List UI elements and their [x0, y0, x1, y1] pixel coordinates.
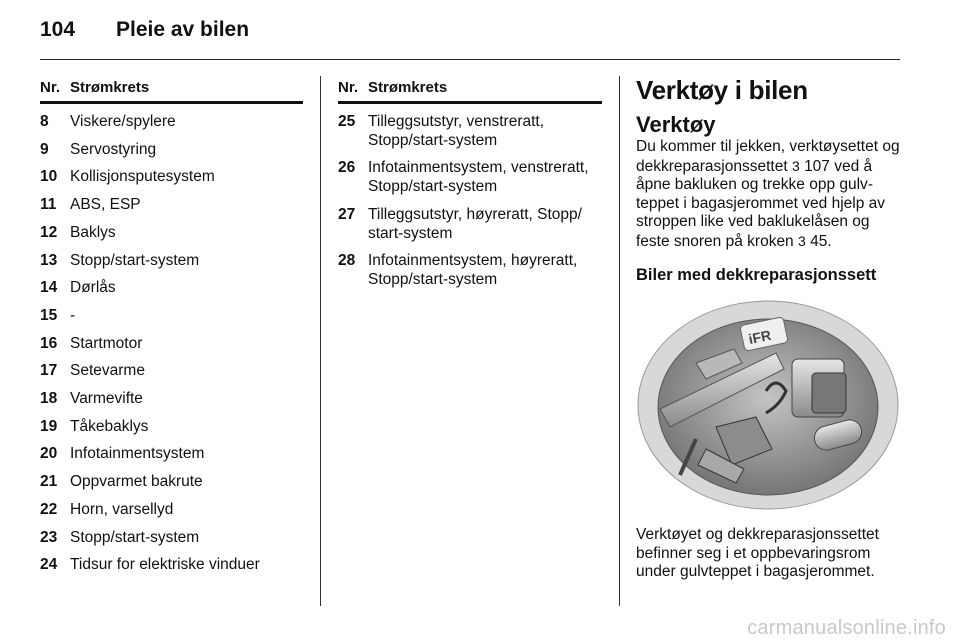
table-row: [40, 168, 303, 187]
fuse-table-left: [40, 74, 303, 575]
fuse-number: 20: [40, 445, 58, 463]
tools-section: [636, 74, 904, 582]
fuse-number: 11: [40, 196, 57, 214]
subheading: Biler med dekkreparasjonssett: [636, 266, 877, 284]
circuit-name: ABS, ESP: [70, 196, 141, 214]
circuit-name: Tidsur for elektriske vinduer: [70, 556, 260, 574]
circuit-name: Stopp/start-system: [70, 251, 200, 269]
table-row: [40, 113, 303, 132]
reference-arrow-icon: 3: [798, 232, 806, 249]
table-header: [338, 74, 602, 104]
fuse-number: 23: [40, 528, 58, 546]
fuse-number: 8: [40, 113, 49, 130]
fuse-number: 13: [40, 251, 58, 269]
table-row: [338, 113, 602, 150]
fuse-table-right: [338, 74, 602, 290]
table-row: [40, 390, 303, 409]
fuse-number: 21: [40, 473, 58, 491]
page-number: 104: [40, 18, 76, 41]
column-divider: [619, 76, 620, 606]
table-row: [40, 307, 303, 326]
table-row: [40, 529, 303, 548]
circuit-name: Infotainmentsystem, venstreratt, Stopp/start-system: [368, 159, 589, 196]
circuit-name: Horn, varsellyd: [70, 500, 174, 518]
table-row: [40, 252, 303, 271]
table-row: [40, 418, 303, 437]
table-row: [40, 279, 303, 298]
tools-location-paragraph: Verktøyet og dekkreparasjonssettet befinner seg i et oppbevaringsrom under gulvteppet i bagasjerommet.: [636, 526, 879, 580]
watermark: carmanualsonline.info: [747, 617, 946, 639]
page-title: Pleie av bilen: [116, 18, 250, 41]
page-header: [40, 18, 249, 42]
table-row: [40, 335, 303, 354]
column-divider: [320, 76, 321, 606]
tyre-repair-kit-illustration: [636, 299, 900, 511]
figure-label: iFR: [747, 326, 773, 348]
circuit-name: Dørlås: [70, 279, 116, 297]
table-row: [338, 206, 602, 243]
fuse-number: 15: [40, 306, 58, 324]
table-header: [40, 74, 303, 104]
circuit-name: Infotainmentsystem, høyreratt, Stopp/start-system: [368, 252, 578, 288]
circuit-name: Servostyring: [70, 140, 157, 158]
circuit-name: -: [70, 306, 76, 324]
table-row: [40, 196, 303, 215]
fuse-number: 16: [40, 334, 58, 352]
table-row: [40, 556, 303, 575]
col-header-circuit: Strømkrets: [368, 79, 448, 96]
fuse-number: 12: [40, 223, 58, 241]
circuit-name: Oppvarmet bakrute: [70, 473, 203, 491]
col-header-circuit: Strømkrets: [70, 79, 150, 96]
fuse-number: 25: [338, 113, 356, 130]
col-header-nr: Nr.: [338, 79, 359, 96]
reference-arrow-icon: 3: [791, 157, 800, 174]
circuit-name: Baklys: [70, 223, 116, 241]
section-title: Verktøy i bilen: [636, 75, 808, 105]
circuit-name: Infotainmentsystem: [70, 445, 205, 463]
fuse-number: 28: [338, 252, 356, 270]
table-row: [40, 501, 303, 520]
section-subtitle: Verktøy: [636, 112, 716, 137]
fuse-number: 26: [338, 159, 356, 177]
col-header-nr: Nr.: [40, 79, 61, 96]
table-row: [40, 362, 303, 381]
fuse-number: 19: [40, 417, 58, 435]
circuit-name: Varmevifte: [70, 390, 143, 408]
fuse-number: 27: [338, 205, 356, 223]
fuse-number: 24: [40, 556, 58, 574]
circuit-name: Viskere/spylere: [70, 113, 176, 130]
table-row: [338, 159, 602, 196]
circuit-name: Tilleggsutstyr, venstreratt, Stopp/start-system: [368, 113, 545, 149]
fuse-number: 17: [40, 362, 58, 380]
table-row: [40, 445, 303, 464]
fuse-number: 14: [40, 279, 58, 297]
fuse-number: 9: [40, 140, 49, 158]
table-row: [40, 473, 303, 492]
circuit-name: Startmotor: [70, 334, 143, 352]
table-row: [40, 141, 303, 160]
circuit-name: Stopp/start-system: [70, 528, 200, 546]
header-rule: [40, 59, 900, 60]
table-row: [40, 224, 303, 243]
fuse-number: 10: [40, 168, 58, 186]
circuit-name: Setevarme: [70, 362, 145, 380]
circuit-name: Kollisjonsputesystem: [70, 168, 215, 186]
fuse-number: 18: [40, 390, 58, 408]
circuit-name: Tilleggsutstyr, høyreratt, Stopp/ start-system: [368, 205, 582, 242]
table-row: [338, 252, 602, 289]
fuse-number: 22: [40, 500, 58, 518]
tools-paragraph: Du kommer til jekken, verktøysettet og dekkreparasjonssettet 3 107 ved å åpne bakluken og trekke opp gulvteppet i bagasjerommet ved hjelp av stroppen like ved baklukelåsen og feste snoren på kroken 3 45.: [636, 138, 900, 250]
circuit-name: Tåkebaklys: [70, 417, 149, 435]
